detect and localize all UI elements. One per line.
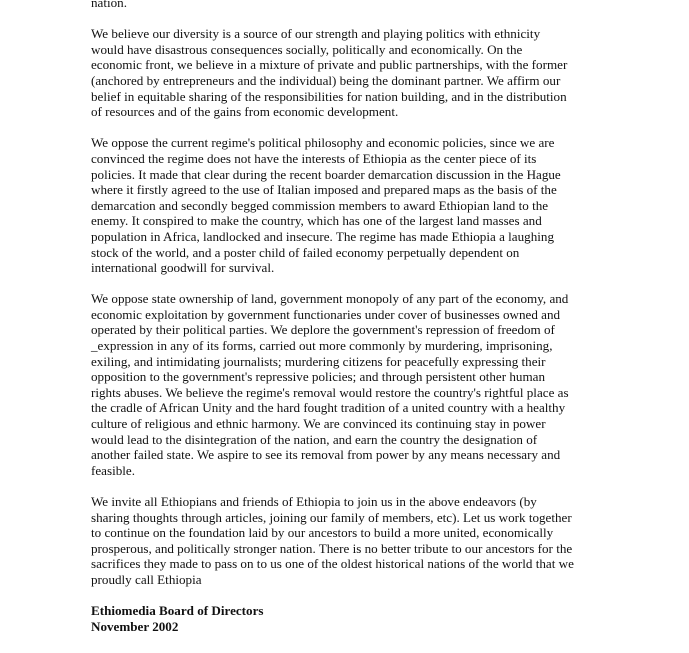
text-line: the cradle of African Unity and the hard fought tradition of a united country with a healthy: [91, 400, 566, 416]
text-line: operated by their political parties. We deplore the government's repression of freedom of: [91, 322, 555, 338]
paragraph-regime-policies: [91, 135, 603, 275]
text-line: nation.: [91, 0, 128, 10]
text-line: proudly call Ethiopia: [91, 571, 202, 587]
text-line: enemy. It conspired to make the country, which has one of the largest land masses and: [91, 213, 542, 229]
text-line: belief in equitable sharing of the responsibilities for nation building, and in the distribution: [91, 88, 567, 104]
text-line: policies. It made that clear during the recent boarder demarcation discussion in the Hague: [91, 166, 561, 182]
paragraph-invitation: [91, 494, 603, 588]
text-line: feasible.: [91, 462, 135, 478]
text-line: We invite all Ethiopians and friends of Ethiopia to join us in the above endeavors (by: [91, 494, 537, 509]
text-line: We oppose state ownership of land, government monopoly of any part of the economy, and: [91, 291, 569, 307]
text-line: economic front, we believe in a mixture of private and public partnerships, with the former: [91, 57, 568, 73]
text-line: economic exploitation by government functionaries under cover of businesses owned and: [91, 306, 561, 322]
text-line: prosperous, and politically stronger nation. There is no better tribute to our ancestors for the: [91, 540, 573, 556]
text-line: We believe our diversity is a source of our strength and playing politics with ethnicity: [91, 26, 541, 42]
text-line: would lead to the disintegration of the nation, and earn the country the designation of: [91, 431, 538, 447]
text-line: population in Africa, landlocked and insecure. The regime has made Ethiopia a laughing: [91, 228, 554, 244]
signature-org: Ethiomedia Board of Directors: [91, 603, 264, 619]
text-line: (anchored by entrepreneurs and the individual) being the dominant partner. We affirm our: [91, 72, 561, 88]
text-line: sharing thoughts through articles, joining our family of members, etc). Let us work together: [91, 509, 572, 525]
text-line: where it firstly agreed to the use of Italian imposed and prepared maps as the basis of the: [91, 182, 557, 198]
text-line: We oppose the current regime's political philosophy and economic policies, since we are: [91, 135, 555, 151]
signature-date: November 2002: [91, 618, 179, 634]
text-line: would have disastrous consequences socially, politically and economically. On the: [91, 41, 523, 57]
text-line: rights abuses. We believe the regime's removal would restore the country's rightful place as: [91, 384, 569, 400]
text-line: to continue on the foundation laid by our ancestors to build a more united, economically: [91, 525, 554, 541]
document-page: [91, 0, 603, 634]
text-line: of resources and of the gains from economic development.: [91, 104, 399, 120]
paragraph-state-ownership: [91, 291, 603, 478]
text-line: international goodwill for survival.: [91, 260, 275, 276]
text-line: another failed state. We aspire to see its removal from power by any means necessary and: [91, 447, 561, 463]
text-line: culture of religious and ethnic harmony. We are convinced its continuing stay in power: [91, 416, 546, 432]
paragraph-intro: [91, 0, 603, 11]
text-line: opposition to the government's repressive policies; and through persistent other human: [91, 369, 546, 385]
text-line: demarcation and secondly begged commission members to award Ethiopian land to the: [91, 197, 549, 213]
paragraph-diversity: [91, 26, 603, 120]
text-line: _expression in any of its forms, carried out more commonly by murdering, imprisoning,: [91, 338, 553, 354]
text-line: sacrifices they made to pass on to us one of the oldest historical nations of the world that we: [91, 556, 574, 572]
text-line: stock of the world, and a poster child of failed economy perpetually dependent on: [91, 244, 520, 260]
text-line: convinced the regime does not have the interests of Ethiopia as the center piece of its: [91, 150, 537, 166]
signature-block: [91, 603, 603, 634]
text-line: exiling, and intimidating journalists; murdering citizens for peacefully expressing their: [91, 353, 546, 369]
